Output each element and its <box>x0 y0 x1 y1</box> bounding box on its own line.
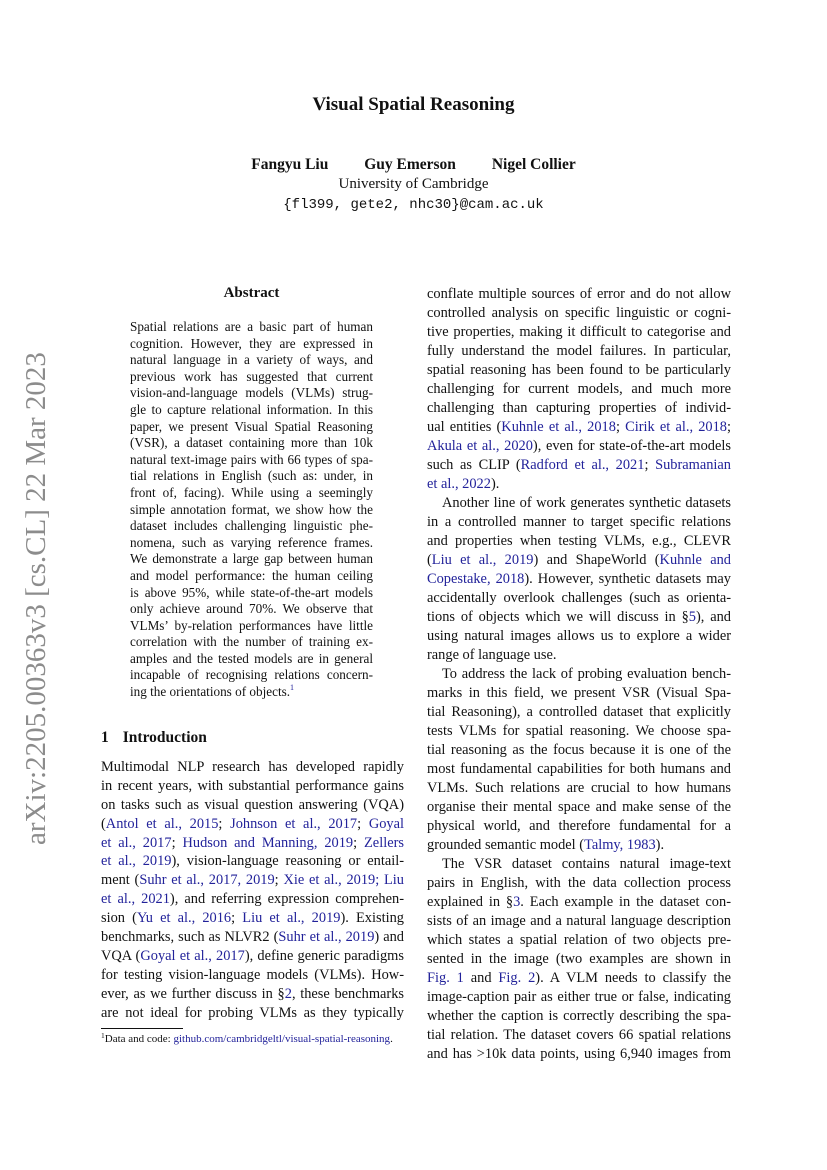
citation-link[interactable]: 5 <box>688 609 696 625</box>
citation-link[interactable]: et al., 2021 <box>101 891 170 908</box>
text-line: controlled analysis on specific linguistic or cogni- <box>427 305 731 321</box>
citation-link[interactable]: Liu et al., 2019 <box>431 552 534 568</box>
abstract-body <box>130 319 373 701</box>
text-line: et al., 2022). <box>427 476 500 492</box>
text-line: pairs in English, with the data collection process <box>427 875 731 891</box>
text-line: explained in §3. Each example in the dataset con- <box>427 894 731 910</box>
text-line: incapable of recognising relations concern- <box>130 667 373 683</box>
text-line: VLMs. Such relations are crucial to how humans <box>427 780 731 796</box>
citation-link[interactable]: Copestake, 2018 <box>427 571 525 587</box>
text-line: previous work has suggested that current <box>130 368 373 384</box>
citation-link[interactable]: et al., 2019 <box>101 853 172 870</box>
section-number: 1 <box>101 729 109 746</box>
text-line: sion (Yu et al., 2016; Liu et al., 2019). Existing <box>101 910 404 927</box>
text-line: using natural images allows us to explore a wider <box>427 628 731 644</box>
footnote-rule <box>101 1028 183 1029</box>
author-emails: {fl399, gete2, nhc30}@cam.ac.uk <box>283 197 544 213</box>
citation-link[interactable]: Yu et al., 2016 <box>136 910 232 927</box>
footnote-end: . <box>390 1033 393 1045</box>
text-line: tive properties, making it difficult to categorise and <box>427 324 731 340</box>
text-line: VLMs’ by-relation performances have little <box>130 617 373 633</box>
abstract-heading: Abstract <box>223 285 280 301</box>
text-line: (Antol et al., 2015; Johnson et al., 2017; Goyal <box>101 815 404 832</box>
citation-link[interactable]: Goyal et al., 2017 <box>140 947 245 964</box>
text-line: for testing vision-language models (VLMs). How- <box>101 966 404 983</box>
text-line: only achieve around 70%. We observe that <box>130 601 373 617</box>
text-line: and properties when testing VLMs, e.g., CLEVR <box>427 533 731 549</box>
author-name: Nigel Collier <box>491 156 576 173</box>
citation-link[interactable]: Cirik et al., 2018 <box>625 419 728 435</box>
text-line: sists of an image and a natural language description <box>427 913 731 929</box>
footnote-text: Data and code: <box>104 1033 174 1045</box>
citation-link[interactable]: et al., 2017 <box>101 834 172 851</box>
text-line: such as CLIP (Radford et al., 2021; Subramanian <box>427 457 731 473</box>
citation-link[interactable]: Xie et al., 2019; Liu <box>283 872 404 889</box>
text-line: Akula et al., 2020), even for state-of-the-art models <box>427 438 731 454</box>
text-line: tial relation. The dataset covers 66 spatial relations <box>427 1027 731 1043</box>
text-line: physical world, and therefore fundamental for a <box>427 818 731 834</box>
section-heading-introduction <box>101 729 207 747</box>
citation-link[interactable]: Liu et al., 2019 <box>242 910 341 927</box>
text-line: ment (Suhr et al., 2017, 2019; Xie et al., 2019; Liu <box>101 872 404 889</box>
text-line: (VSR), a dataset containing more than 10k <box>130 435 373 451</box>
author-name: Guy Emerson <box>364 156 456 173</box>
citation-link[interactable]: 3 <box>513 894 521 910</box>
text-line: are not ideal for probing VLMs as they typically <box>101 1004 404 1021</box>
text-line: tial reasoning as the focus because it is one of the <box>427 742 731 758</box>
text-line: challenging than capturing properties of individ- <box>427 400 731 416</box>
text-line: ever, as we further discuss in §2, these benchmarks <box>101 985 405 1002</box>
text-line: fully understand the model failures. In particular, <box>427 343 731 359</box>
citation-link[interactable]: et al., 2022 <box>427 476 491 492</box>
citation-link[interactable]: Suhr et al., 2019 <box>278 929 375 946</box>
text-line: and model performance: the human ceiling <box>130 567 373 583</box>
text-line: nomena, such as varying reference frames. <box>130 534 373 550</box>
text-line: front of, facing). While using a seemingly <box>130 484 373 500</box>
text-line: Copestake, 2018). However, synthetic datasets may <box>427 571 731 587</box>
text-line: et al., 2021), and referring expression comprehen- <box>101 891 404 908</box>
text-line: tests VLMs for spatial reasoning. We choose spa- <box>427 723 731 739</box>
text-line: cognition. However, they are expressed in <box>130 335 373 351</box>
right-column-body <box>427 285 731 1064</box>
text-line: gle to capture relational information. In this <box>130 401 373 417</box>
citation-link[interactable]: Zellers <box>364 834 404 851</box>
text-line: is above 95%, while state-of-the-art models <box>130 584 373 600</box>
text-line: Spatial relations are a basic part of human <box>130 319 373 334</box>
citation-link[interactable]: Talmy, 1983 <box>584 837 656 853</box>
text-line: organise their mental space and make sense of the <box>427 799 731 815</box>
text-line: natural language in a variety of ways, and <box>130 352 373 368</box>
text-line: which states a spatial relation of two objects pre- <box>427 932 731 948</box>
citation-link[interactable]: Kuhnle and <box>659 552 731 568</box>
arxiv-identifier-stamp: arXiv:2205.00363v3 [cs.CL] 22 Mar 2023 <box>20 352 52 845</box>
text-line: on tasks such as visual question answering (VQA) <box>101 796 404 813</box>
text-line: ual entities (Kuhnle et al., 2018; Cirik et al., 2018; <box>427 419 732 435</box>
citation-link[interactable]: Goyal <box>368 815 404 832</box>
text-line: and has >10k data points, using 6,940 images from <box>427 1046 731 1062</box>
footnote-reference[interactable]: 1 <box>290 683 295 693</box>
text-line: amples and the tested models are in general <box>130 650 373 666</box>
citation-link[interactable]: Fig. 1 <box>427 970 464 986</box>
text-line: most fundamental capabilities for both humans and <box>427 761 731 777</box>
citation-link[interactable]: Kuhnle et al., 2018 <box>501 419 616 435</box>
citation-link[interactable]: Akula et al., 2020 <box>427 438 533 454</box>
text-line: We demonstrate a large gap between human <box>130 551 373 567</box>
text-line: grounded semantic model (Talmy, 1983). <box>427 837 665 853</box>
footnote-link[interactable]: github.com/cambridgeltl/visual-spatial-reasoning <box>173 1033 391 1045</box>
text-line: dataset includes challenging linguistic phe- <box>130 518 373 534</box>
text-line: vision-and-language models (VLMs) strug- <box>130 385 373 401</box>
text-line: conflate multiple sources of error and do not allow <box>427 286 731 302</box>
text-line: Fig. 1 and Fig. 2). A VLM needs to classify the <box>427 970 731 986</box>
text-line: benchmarks, such as NLVR2 (Suhr et al., 2019) and <box>101 929 404 946</box>
introduction-body <box>101 758 404 1022</box>
text-line: sented in the image (two examples are shown in <box>427 951 731 967</box>
text-line: tial relations in English (such as: under, in <box>130 468 373 484</box>
paper-title: Visual Spatial Reasoning <box>312 94 515 115</box>
citation-link[interactable]: 2 <box>284 985 292 1002</box>
text-line: in recent years, with substantial performance gains <box>101 777 404 794</box>
text-line: paper, we present Visual Spatial Reasoning <box>130 418 373 434</box>
text-line: ing the orientations of objects.$^1$ <box>130 683 295 700</box>
text-line: et al., 2019), vision-language reasoning or entail- <box>101 853 404 870</box>
author-list <box>0 156 827 174</box>
text-line: Another line of work generates synthetic datasets <box>442 495 731 511</box>
text-line: The VSR dataset contains natural image-text <box>442 856 731 872</box>
text-line: spatial reasoning has been found to be particularly <box>427 362 731 378</box>
text-line: natural text-image pairs with 66 types of spa- <box>130 451 373 467</box>
affiliation: University of Cambridge <box>338 176 489 192</box>
citation-link[interactable]: Suhr et al., 2017, 2019 <box>139 872 275 889</box>
text-line: image-caption pair as either true or false, indicating <box>427 989 731 1005</box>
text-line: marks in this field, we present VSR (Visual Spa- <box>427 685 731 701</box>
text-line: (Liu et al., 2019) and ShapeWorld (Kuhnle and <box>427 552 731 568</box>
text-line: accidentally overlook challenges (such as orienta- <box>427 590 731 606</box>
text-line: in a controlled manner to target specific relations <box>427 514 731 530</box>
text-line: Multimodal NLP research has developed rapidly <box>101 759 404 775</box>
text-line: challenging for current models, and much more <box>427 381 731 397</box>
citation-link[interactable]: Fig. 2 <box>498 970 536 986</box>
text-line: correlation with the number of training ex- <box>130 634 373 650</box>
section-title: Introduction <box>122 729 207 746</box>
text-line: VQA (Goyal et al., 2017), define generic paradigms <box>101 947 404 964</box>
citation-link[interactable]: Radford et al., 2021 <box>520 457 645 473</box>
text-line: tial Reasoning), a controlled dataset that explicitly <box>427 704 731 720</box>
footnote-mark: 1 <box>101 1031 105 1040</box>
text-line: simple annotation format, we show how the <box>130 501 373 517</box>
text-line: tions of objects which we will discuss in §5), and <box>427 609 731 625</box>
citation-link[interactable]: Johnson et al., 2017 <box>230 815 358 832</box>
author-name: Fangyu Liu <box>251 156 329 173</box>
citation-link[interactable]: Antol et al., 2015 <box>105 815 219 832</box>
text-line: whether the caption is correctly describing the spa- <box>427 1008 731 1024</box>
footnote <box>101 1032 404 1047</box>
citation-link[interactable]: Hudson and Manning, 2019 <box>182 834 354 851</box>
text-line: To address the lack of probing evaluation bench- <box>442 666 731 682</box>
text-line: et al., 2017; Hudson and Manning, 2019; Zellers <box>101 834 404 851</box>
text-line: range of language use. <box>427 647 557 663</box>
citation-link[interactable]: Subramanian <box>655 457 731 473</box>
